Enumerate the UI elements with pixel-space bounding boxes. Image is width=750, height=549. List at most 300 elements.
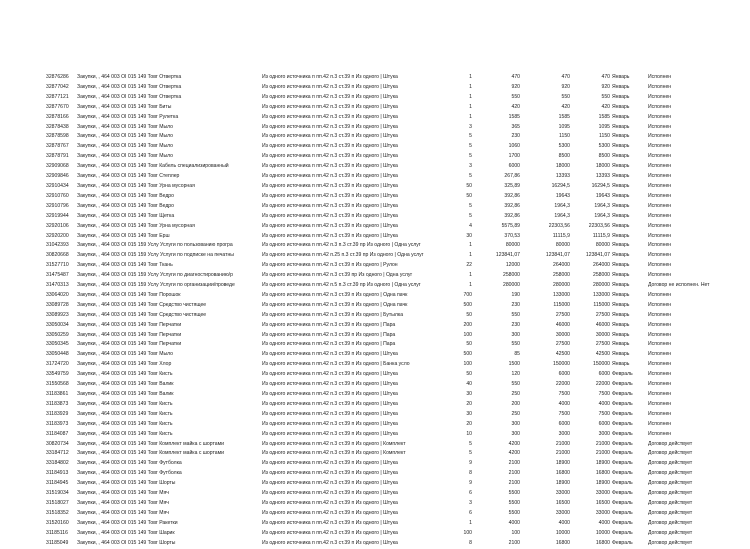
row-description: Закупки, , 464 003 OI 015 149 Товг Комплект майка с шортами: [77, 450, 224, 457]
row-source: Из одного источника п пп.42 п.3 ст.39 п Из одного | Штука: [262, 381, 398, 388]
row-status: Исполнен: [648, 123, 672, 130]
table-row: [46, 123, 706, 133]
row-id: 31183873: [46, 400, 69, 407]
row-sum: 470: [601, 74, 610, 80]
row-sum: 280000: [593, 282, 610, 289]
row-description: Закупки, , 464 003 OI 015 149 Товг Шарик: [77, 529, 175, 536]
row-id: 30820668: [46, 252, 69, 259]
table-row: [46, 241, 706, 251]
row-unit-price: 300: [511, 331, 520, 338]
row-quantity: 6: [469, 490, 472, 497]
row-sum: 33000: [595, 509, 610, 516]
row-id: 31183973: [46, 420, 69, 427]
row-id: 31518027: [46, 499, 69, 506]
row-month: Январь: [612, 123, 630, 130]
row-total: 264000: [553, 262, 570, 269]
row-description: Закупки, , 464 003 OI 015 149 Товг Валик: [77, 391, 174, 397]
table-row: [46, 331, 706, 341]
row-status: Исполнен: [648, 83, 672, 90]
row-quantity: 1: [469, 272, 472, 279]
table-row: [46, 321, 706, 331]
row-month: Январь: [612, 262, 630, 269]
table-row: [46, 212, 706, 222]
row-source: Из одного источника п пп.42 п.3 ст.39 п Из одного | Штука: [262, 430, 398, 437]
row-status: Договор действует: [648, 519, 693, 526]
row-sum: 27500: [595, 311, 610, 318]
table-row: [46, 172, 706, 182]
row-id: 32909068: [46, 163, 69, 170]
row-month: Январь: [612, 282, 630, 289]
table-row: [46, 222, 706, 232]
row-month: Февраль: [612, 420, 633, 427]
row-sum: 16800: [595, 539, 610, 546]
row-quantity: 500: [463, 351, 472, 358]
row-sum: 258000: [593, 272, 610, 279]
row-id: 32910796: [46, 202, 69, 209]
row-sum: 264000: [593, 262, 610, 269]
row-status: Исполнен: [648, 331, 672, 338]
row-unit-price: 1060: [508, 143, 520, 150]
table-row: [46, 370, 706, 380]
row-id: 31724720: [46, 361, 69, 368]
row-unit-price: 123841,07: [495, 252, 520, 259]
row-description: Закупки, , 464 003 OI 015 149 Товг Средство чистящее: [77, 311, 207, 318]
row-status: Исполнен: [648, 143, 672, 150]
row-quantity: 10: [466, 430, 472, 437]
row-month: Январь: [612, 192, 630, 199]
row-total: 4000: [558, 519, 570, 526]
procurement-table: [46, 73, 710, 549]
row-unit-price: 550: [511, 93, 520, 100]
row-total: 80000: [555, 242, 570, 249]
row-source: Из одного источника п пп.42 п.3 ст.39 п Из одного | Штука: [262, 83, 398, 90]
row-total: 7500: [558, 391, 570, 397]
row-description: Закупки, , 464 003 OI 015 149 Товг Средство чистящее: [77, 301, 207, 308]
row-description: Закупки, , 464 003 OI 015 149 Товг Мыло: [77, 143, 173, 150]
row-quantity: 50: [466, 311, 472, 318]
row-total: 16800: [555, 470, 570, 477]
row-sum: 18900: [595, 480, 610, 487]
row-quantity: 5: [469, 153, 472, 160]
row-total: 8500: [558, 153, 570, 160]
row-description: Закупки, , 464 003 OI 015 149 Товг Кисть: [77, 420, 173, 427]
row-id: 31183861: [46, 391, 69, 397]
row-description: Закупки, , 464 003 OI 015 149 Товг Мяч: [77, 499, 169, 506]
table-row: [46, 291, 706, 301]
row-description: Закупки, , 464 003 OI 015 149 Товг Мяч: [77, 509, 169, 516]
row-sum: 42500: [595, 351, 610, 358]
row-status: Договор действует: [648, 480, 693, 487]
row-unit-price: 550: [511, 341, 520, 348]
row-quantity: 40: [466, 381, 472, 388]
row-unit-price: 550: [511, 311, 520, 318]
row-id: 32910760: [46, 192, 69, 199]
row-unit-price: 200: [511, 400, 520, 407]
row-status: Исполнен: [648, 133, 672, 140]
row-status: Исполнен: [648, 351, 672, 358]
row-status: Исполнен: [648, 311, 672, 318]
row-description: Закупки, , 464 003 OI 015 149 Товг Отвертка: [77, 74, 182, 80]
table-row: [46, 142, 706, 152]
row-quantity: 5: [469, 173, 472, 180]
row-source: Из одного источника п пп.42 п.3 ст.39 п Из одного | Штука: [262, 222, 398, 229]
row-source: Из одного источника п пп.42 п.3 ст.39 п Из одного | Штука: [262, 539, 398, 546]
row-unit-price: 2100: [508, 460, 520, 467]
row-source: Из одного источника п пп.42 п.3 ст.39 п Из одного | Штука: [262, 153, 398, 160]
row-source: Из одного источника п пп.42 п.3 ст.39 п Из одного | Комплект: [262, 450, 406, 457]
table-row: [46, 232, 706, 242]
table-row: [46, 93, 706, 103]
row-quantity: 9: [469, 480, 472, 487]
row-month: Январь: [612, 133, 630, 140]
row-description: Закупки, , 464 003 OI 015 149 Товг Комплект майка с шортами: [77, 440, 224, 447]
row-quantity: 50: [466, 182, 472, 189]
row-description: Закупки, , 464 003 OI 015 149 Товг Мыло: [77, 153, 173, 160]
row-id: 32909846: [46, 173, 69, 180]
row-sum: 150000: [593, 361, 610, 368]
row-id: 31550568: [46, 381, 69, 388]
row-month: Январь: [612, 341, 630, 348]
row-status: Договор действует: [648, 470, 693, 477]
row-quantity: 5: [469, 143, 472, 150]
row-month: Февраль: [612, 400, 633, 407]
table-row: [46, 449, 706, 459]
row-month: Январь: [612, 202, 630, 209]
row-sum: 7500: [598, 410, 610, 417]
table-row: [46, 340, 706, 350]
row-description: Закупки, , 464 003 OI 015 159 Услу Услуги по организации/проведе: [77, 282, 235, 289]
row-quantity: 1: [469, 83, 472, 90]
table-row: [46, 479, 706, 489]
row-total: 920: [561, 83, 570, 90]
table-row: [46, 73, 706, 83]
row-source: Из одного источника п пп.42 п.5 п.3 ст.39 пр Из одного | Одна услуг: [262, 282, 421, 289]
row-month: Февраль: [612, 470, 633, 477]
row-month: Февраль: [612, 519, 633, 526]
row-month: Февраль: [612, 490, 633, 497]
row-source: Из одного источника п пп.42 п.3 ст.39 п Из одного | Пара: [262, 331, 396, 338]
row-sum: 1964,3: [594, 202, 610, 209]
row-description: Закупки, , 464 003 OI 015 149 Товг Перчатки: [77, 331, 182, 338]
row-month: Февраль: [612, 460, 633, 467]
row-sum: 18900: [595, 460, 610, 467]
table-row: [46, 380, 706, 390]
row-total: 33000: [555, 509, 570, 516]
row-status: Исполнен: [648, 410, 672, 417]
row-status: Договор действует: [648, 450, 693, 457]
row-month: Февраль: [612, 371, 633, 378]
row-month: Январь: [612, 361, 630, 368]
row-id: 31470313: [46, 282, 69, 289]
row-quantity: 5: [469, 450, 472, 457]
table-row: [46, 420, 706, 430]
row-source: Из одного источника п пп.42 п.3 ст.39 п Из одного | Штука: [262, 163, 398, 170]
row-month: Февраль: [612, 381, 633, 388]
row-total: 5300: [558, 143, 570, 150]
table-row: [46, 400, 706, 410]
row-unit-price: 230: [511, 301, 520, 308]
row-description: Закупки, , 464 003 OI 015 149 Товг Мяч: [77, 490, 169, 497]
row-total: 3000: [558, 430, 570, 437]
row-month: Январь: [612, 182, 630, 189]
row-description: Закупки, , 464 003 OI 015 149 Товг Перчатки: [77, 341, 182, 348]
row-description: Закупки, , 464 003 OI 015 149 Товг Отвертка: [77, 93, 182, 100]
row-source: Из одного источника п пп.42 п.3 ст.39 п Из одного | Пара: [262, 341, 396, 348]
row-status: Исполнен: [648, 113, 672, 120]
row-source: Из одного источника п пп.42 п.3 ст.39 п Из одного | Штука: [262, 351, 398, 358]
row-id: 31475487: [46, 272, 69, 279]
row-status: Договор действует: [648, 440, 693, 447]
row-quantity: 1: [469, 282, 472, 289]
row-id: 31184913: [46, 470, 69, 477]
row-sum: 6000: [598, 420, 610, 427]
row-source: Из одного источника п пп.42 п.3 ст.39 п Из одного | Одна пачк: [262, 301, 408, 308]
row-quantity: 700: [463, 291, 472, 298]
row-sum: 133000: [593, 291, 610, 298]
row-quantity: 1: [469, 252, 472, 259]
row-unit-price: 325,89: [504, 182, 520, 189]
row-unit-price: 392,86: [504, 202, 520, 209]
row-status: Договор не исполнен. Нет: [648, 282, 710, 289]
row-source: Из одного источника п пп.42 п.3 ст.39 п Из одного | Штука: [262, 400, 398, 407]
row-id: 33184712: [46, 450, 69, 457]
row-sum: 30000: [595, 331, 610, 338]
row-id: 30820734: [46, 440, 69, 447]
row-quantity: 8: [469, 470, 472, 477]
row-source: Из одного источника п пп.42 п.25 п.3 ст.39 пр Из одного | Одна услуг: [262, 252, 424, 259]
row-status: Исполнен: [648, 262, 672, 269]
row-quantity: 100: [463, 331, 472, 338]
row-status: Договор действует: [648, 529, 693, 536]
row-id: 32878767: [46, 143, 69, 150]
row-id: 33184802: [46, 460, 69, 467]
table-row: [46, 410, 706, 420]
row-total: 16500: [555, 499, 570, 506]
row-sum: 21000: [595, 450, 610, 457]
row-unit-price: 300: [511, 420, 520, 427]
row-description: Закупки, , 464 003 OI 015 159 Услу Услуги по подписке на печатны: [77, 252, 234, 259]
row-month: Январь: [612, 113, 630, 120]
row-description: Закупки, , 464 003 OI 015 149 Товг Рулетка: [77, 113, 179, 120]
row-month: Январь: [612, 301, 630, 308]
row-month: Январь: [612, 153, 630, 160]
row-description: Закупки, , 464 003 OI 015 149 Товг Биты: [77, 103, 172, 110]
row-sum: 420: [601, 103, 610, 110]
row-total: 7500: [558, 410, 570, 417]
row-status: Исполнен: [648, 212, 672, 219]
row-sum: 920: [601, 83, 610, 90]
row-month: Январь: [612, 311, 630, 318]
row-sum: 16294,5: [591, 182, 610, 189]
row-source: Из одного источника п пп.42 п.3 ст.39 п Из одного | Комплект: [262, 440, 406, 447]
row-description: Закупки, , 464 003 OI 015 149 Товг Степлер: [77, 173, 180, 180]
row-total: 21000: [555, 450, 570, 457]
row-total: 27500: [555, 311, 570, 318]
row-id: 32878791: [46, 153, 69, 160]
row-unit-price: 100: [511, 529, 520, 536]
row-id: 33089923: [46, 311, 69, 318]
row-status: Договор действует: [648, 460, 693, 467]
table-row: [46, 509, 706, 519]
row-status: Исполнен: [648, 202, 672, 209]
table-row: [46, 202, 706, 212]
row-sum: 16800: [595, 470, 610, 477]
row-month: Февраль: [612, 499, 633, 506]
row-total: 16294,5: [551, 182, 570, 189]
row-source: Из одного источника п пп.42 п.3 ст.39 пр Из одного | Одна услуг: [262, 272, 413, 279]
row-month: Январь: [612, 272, 630, 279]
row-total: 115000: [553, 301, 570, 308]
row-unit-price: 392,86: [504, 212, 520, 219]
row-source: Из одного источника п пп.42 п.3 ст.39 п Из одного | Пара: [262, 321, 396, 328]
row-description: Закупки, , 464 003 OI 015 149 Товг Урна мусорная: [77, 182, 195, 189]
row-description: Закупки, , 464 003 OI 015 149 Товг Мыло: [77, 133, 173, 140]
row-source: Из одного источника п пп.42 п.3 ст.39 п Из одного | Штука: [262, 173, 398, 180]
row-month: Февраль: [612, 509, 633, 516]
row-status: Исполнен: [648, 381, 672, 388]
table-row: [46, 281, 710, 291]
table-row: [46, 539, 706, 549]
row-quantity: 500: [463, 301, 472, 308]
row-status: Исполнен: [648, 430, 672, 437]
row-source: Из одного источника п пп.42 п.3 ст.39 п Из одного | Штука: [262, 371, 398, 378]
row-source: Из одного источника п пп.42 п.3 ст.39 п Из одного | Штука: [262, 490, 398, 497]
table-row: [46, 440, 706, 450]
row-description: Закупки, , 464 003 OI 015 159 Услу Услуги по диагностированию/р: [77, 272, 233, 279]
row-total: 42500: [555, 351, 570, 358]
row-description: Закупки, , 464 003 OI 015 149 Товг Мыло: [77, 123, 173, 130]
row-unit-price: 267,86: [504, 173, 520, 180]
row-unit-price: 300: [511, 430, 520, 437]
row-quantity: 5: [469, 202, 472, 209]
row-month: Февраль: [612, 450, 633, 457]
row-month: Январь: [612, 242, 630, 249]
row-quantity: 5: [469, 440, 472, 447]
row-quantity: 50: [466, 341, 472, 348]
row-id: 32876286: [46, 74, 69, 80]
row-unit-price: 920: [511, 83, 520, 90]
row-id: 32877042: [46, 83, 69, 90]
row-unit-price: 370,53: [504, 232, 520, 239]
row-sum: 7500: [598, 391, 610, 397]
row-unit-price: 85: [514, 351, 520, 358]
row-quantity: 8: [469, 539, 472, 546]
row-month: Январь: [612, 83, 630, 90]
row-sum: 10000: [595, 529, 610, 536]
row-quantity: 5: [469, 133, 472, 140]
row-month: Январь: [612, 232, 630, 239]
row-id: 31185116: [46, 529, 68, 536]
table-row: [46, 162, 706, 172]
row-quantity: 1: [469, 74, 472, 80]
row-quantity: 4: [469, 222, 472, 229]
row-month: Январь: [612, 321, 630, 328]
table-row: [46, 430, 706, 440]
row-description: Закупки, , 464 003 OI 015 149 Товг Перчатки: [77, 321, 182, 328]
row-unit-price: 2100: [508, 470, 520, 477]
table-row: [46, 469, 706, 479]
row-unit-price: 4000: [508, 519, 520, 526]
table-row: [46, 152, 706, 162]
row-status: Исполнен: [648, 252, 672, 259]
row-sum: 21000: [595, 440, 610, 447]
row-total: 18000: [555, 163, 570, 170]
row-unit-price: 420: [511, 103, 520, 110]
row-quantity: 1: [469, 242, 472, 249]
row-description: Закупки, , 464 003 OI 015 149 Товг Порошок: [77, 291, 181, 298]
row-description: Закупки, , 464 003 OI 015 149 Товг Отвертка: [77, 83, 182, 90]
row-description: Закупки, , 464 003 OI 015 149 Товг Шорты: [77, 539, 176, 546]
row-total: 1964,3: [554, 202, 570, 209]
row-sum: 22000: [595, 381, 610, 388]
row-total: 550: [561, 93, 570, 100]
row-total: 133000: [553, 291, 570, 298]
row-id: 31183929: [46, 410, 69, 417]
row-quantity: 100: [463, 361, 472, 368]
row-description: Закупки, , 464 003 OI 015 149 Товг Ведро: [77, 192, 174, 199]
row-description: Закупки, , 464 003 OI 015 149 Товг Ведро: [77, 202, 174, 209]
row-total: 18900: [555, 480, 570, 487]
row-id: 31184087: [46, 430, 69, 437]
row-month: Январь: [612, 212, 630, 219]
row-total: 21000: [555, 440, 570, 447]
row-month: Февраль: [612, 410, 633, 417]
row-unit-price: 120: [511, 371, 520, 378]
row-quantity: 1: [469, 103, 472, 110]
row-status: Исполнен: [648, 400, 672, 407]
row-total: 46000: [555, 321, 570, 328]
table-row: [46, 251, 706, 261]
row-sum: 13393: [595, 173, 610, 180]
row-id: 33064020: [46, 291, 69, 298]
table-row: [46, 390, 706, 400]
row-status: Договор действует: [648, 539, 693, 546]
row-unit-price: 1700: [508, 153, 520, 160]
row-total: 1095: [558, 123, 570, 130]
row-source: Из одного источника п пп.42 п.3 ст.39 п Из одного | Штука: [262, 232, 398, 239]
row-source: Из одного источника п пп.42 п.3 ст.39 п Из одного | Штука: [262, 192, 398, 199]
row-month: Январь: [612, 291, 630, 298]
row-id: 32877121: [46, 93, 69, 100]
row-sum: 115000: [593, 301, 610, 308]
row-sum: 4000: [598, 400, 610, 407]
row-id: 31518352: [46, 509, 69, 516]
row-id: 33050034: [46, 321, 69, 328]
row-total: 420: [561, 103, 570, 110]
row-id: 31519034: [46, 490, 69, 497]
row-status: Исполнен: [648, 272, 672, 279]
row-source: Из одного источника п пп.42 п.3 ст.39 п Из одного | Штука: [262, 410, 398, 417]
row-month: Январь: [612, 93, 630, 100]
row-unit-price: 2100: [508, 480, 520, 487]
row-source: Из одного источника п пп.42 п.3 ст.39 п Из одного | Штука: [262, 212, 398, 219]
row-unit-price: 12000: [505, 262, 520, 269]
row-month: Февраль: [612, 391, 633, 397]
row-sum: 1585: [598, 113, 610, 120]
row-id: 32920200: [46, 232, 69, 239]
table-row: [46, 271, 706, 281]
row-month: Январь: [612, 74, 630, 80]
row-quantity: 22: [466, 262, 472, 269]
row-status: Исполнен: [648, 173, 672, 180]
row-month: Январь: [612, 252, 630, 259]
row-quantity: 50: [466, 192, 472, 199]
row-source: Из одного источника п пп.42 п.3 ст.39 п Из одного | Штука: [262, 202, 398, 209]
row-status: Исполнен: [648, 341, 672, 348]
row-source: Из одного источника п пп.42 п.3 ст.39 п Из одного | Штука: [262, 123, 398, 130]
row-quantity: 20: [466, 400, 472, 407]
row-unit-price: 365: [511, 123, 520, 130]
